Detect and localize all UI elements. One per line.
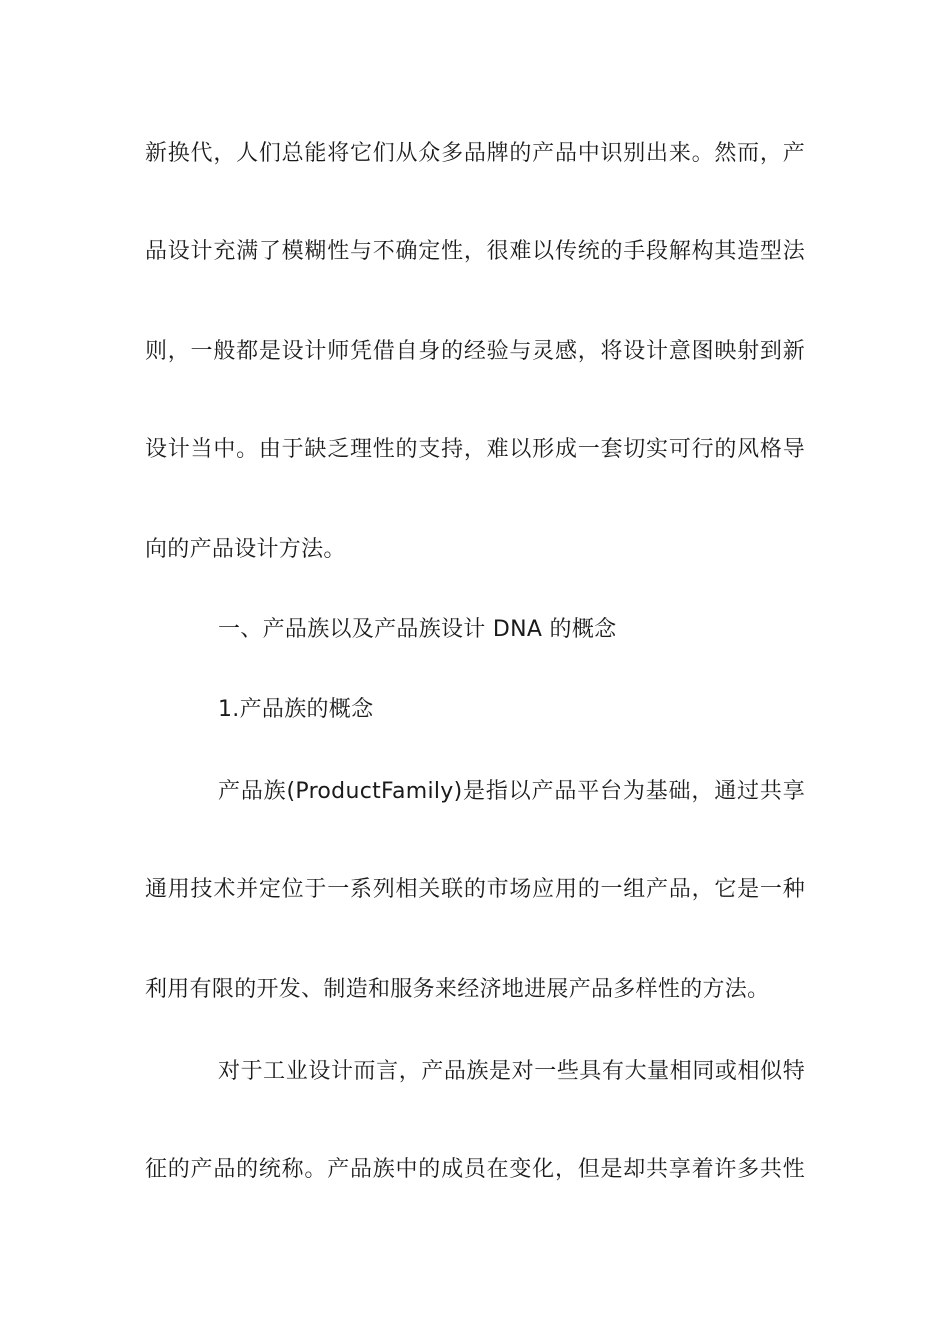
body-text-line: 则，一般都是设计师凭借自身的经验与灵感，将设计意图映射到新 — [145, 339, 805, 364]
body-text-line: 征的产品的统称。产品族中的成员在变化，但是却共享着许多共性 — [145, 1157, 805, 1182]
body-text-line: 利用有限的开发、制造和服务来经济地进展产品多样性的方法。 — [145, 977, 770, 1002]
subsection-heading: 1.产品族的概念 — [218, 697, 374, 722]
body-text-line: 向的产品设计方法。 — [145, 537, 346, 562]
section-heading: 一、产品族以及产品族设计 DNA 的概念 — [218, 617, 617, 642]
body-text-line: 产品族(ProductFamily)是指以产品平台为基础，通过共享 — [218, 779, 805, 804]
body-text-line: 通用技术并定位于一系列相关联的市场应用的一组产品，它是一种 — [145, 877, 805, 902]
body-text-line: 品设计充满了模糊性与不确定性，很难以传统的手段解构其造型法 — [145, 239, 805, 264]
body-text-line: 新换代，人们总能将它们从众多品牌的产品中识别出来。然而，产 — [145, 141, 805, 166]
body-text-line: 设计当中。由于缺乏理性的支持，难以形成一套切实可行的风格导 — [145, 437, 805, 462]
body-text-line: 对于工业设计而言，产品族是对一些具有大量相同或相似特 — [218, 1059, 805, 1084]
